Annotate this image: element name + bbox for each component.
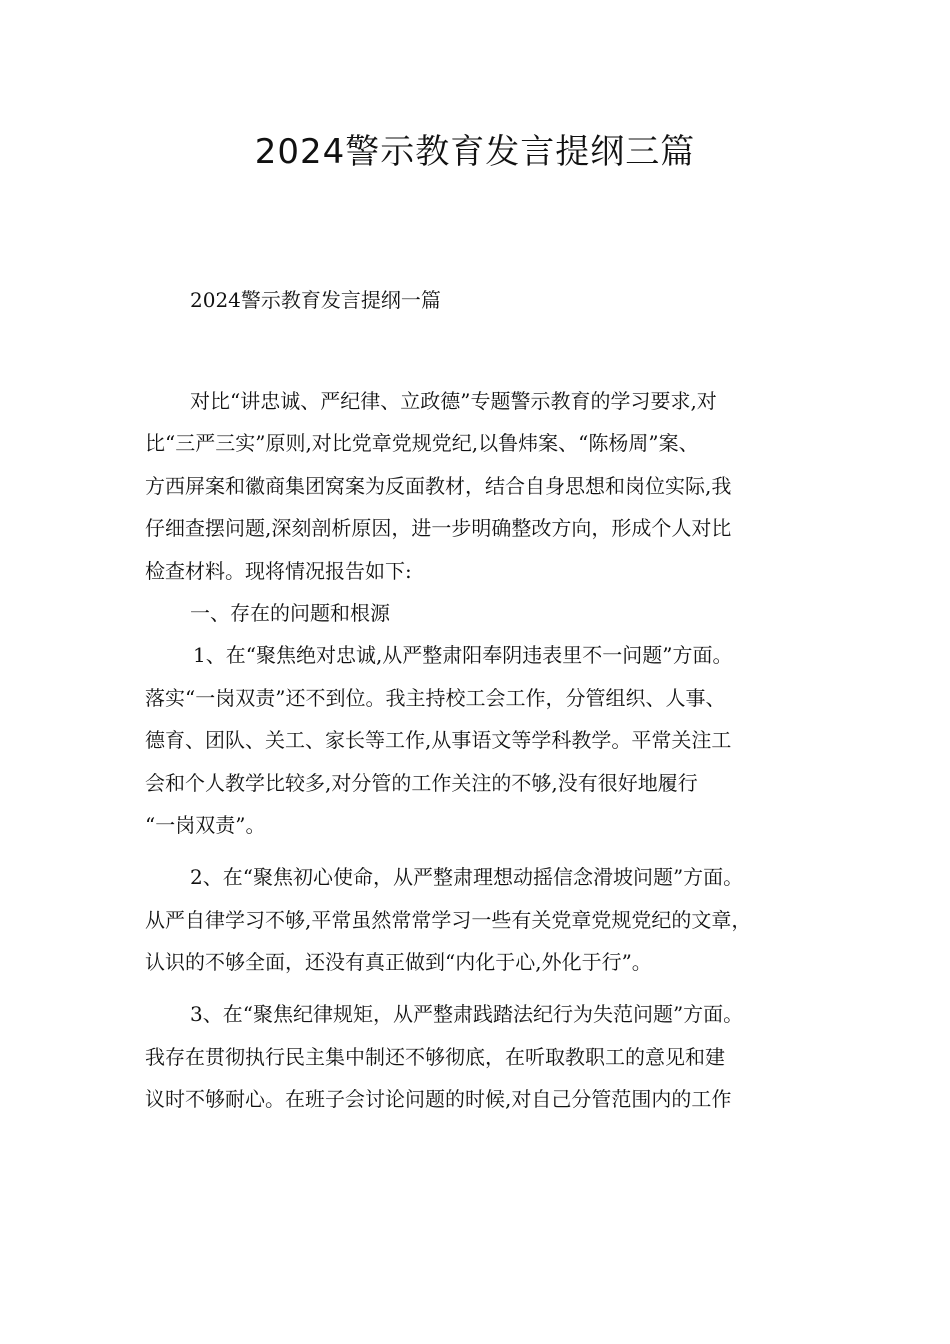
text-line: 2、在“聚焦初心使命，从严整肃理想动摇信念滑坡问题”方面。 [190,865,744,890]
text-line: 方西屏案和徽商集团窝案为反面教材，结合自身思想和岗位实际,我 [145,473,732,498]
intro-paragraph [145,380,825,592]
paragraph-gap [145,846,825,856]
item-2-paragraph [145,856,825,983]
item-3-paragraph [145,993,825,1120]
text-line: 从严自律学习不够,平常虽然常常学习一些有关党章党规党纪的文章， [145,907,752,932]
paragraph-gap [145,983,825,993]
item-1-paragraph [145,634,825,846]
part-heading: 一、存在的问题和根源 [190,600,390,625]
text-line: 检查材料。现将情况报告如下: [145,558,412,583]
text-line: 3、在“聚焦纪律规矩，从严整肃践踏法纪行为失范问题”方面。 [190,1002,744,1027]
text-line: 德育、团队、关工、家长等工作,从事语文等学科教学。平常关注工 [145,728,732,753]
text-line: 会和个人教学比较多,对分管的工作关注的不够,没有很好地履行 [145,770,698,795]
text-line: 落实“一岗双责”还不到位。我主持校工会工作，分管组织、人事、 [145,685,726,710]
text-line: 议时不够耐心。在班子会讨论问题的时候,对自己分管范围内的工作 [145,1087,732,1112]
text-line: “一岗双责”。 [145,812,266,837]
text-line: 认识的不够全面，还没有真正做到“内化于心,外化于行”。 [145,950,652,975]
text-line: 我存在贯彻执行民主集中制还不够彻底，在听取教职工的意见和建 [145,1044,725,1069]
text-line: 对比“讲忠诚、严纪律、立政德”专题警示教育的学习要求,对 [190,389,717,413]
section-heading: 2024警示教育发言提纲一篇 [190,288,441,312]
document-body [145,380,825,1121]
text-line: 仔细查摆问题,深刻剖析原因，进一步明确整改方向，形成个人对比 [145,516,732,541]
document-title: 2024警示教育发言提纲三篇 [254,132,696,172]
text-line: 比“三严三实”原则,对比党章党规党纪,以鲁炜案、“陈杨周”案、 [145,431,699,456]
text-line: 1、在“聚焦绝对忠诚,从严整肃阳奉阴违表里不一问题”方面。 [193,643,733,668]
